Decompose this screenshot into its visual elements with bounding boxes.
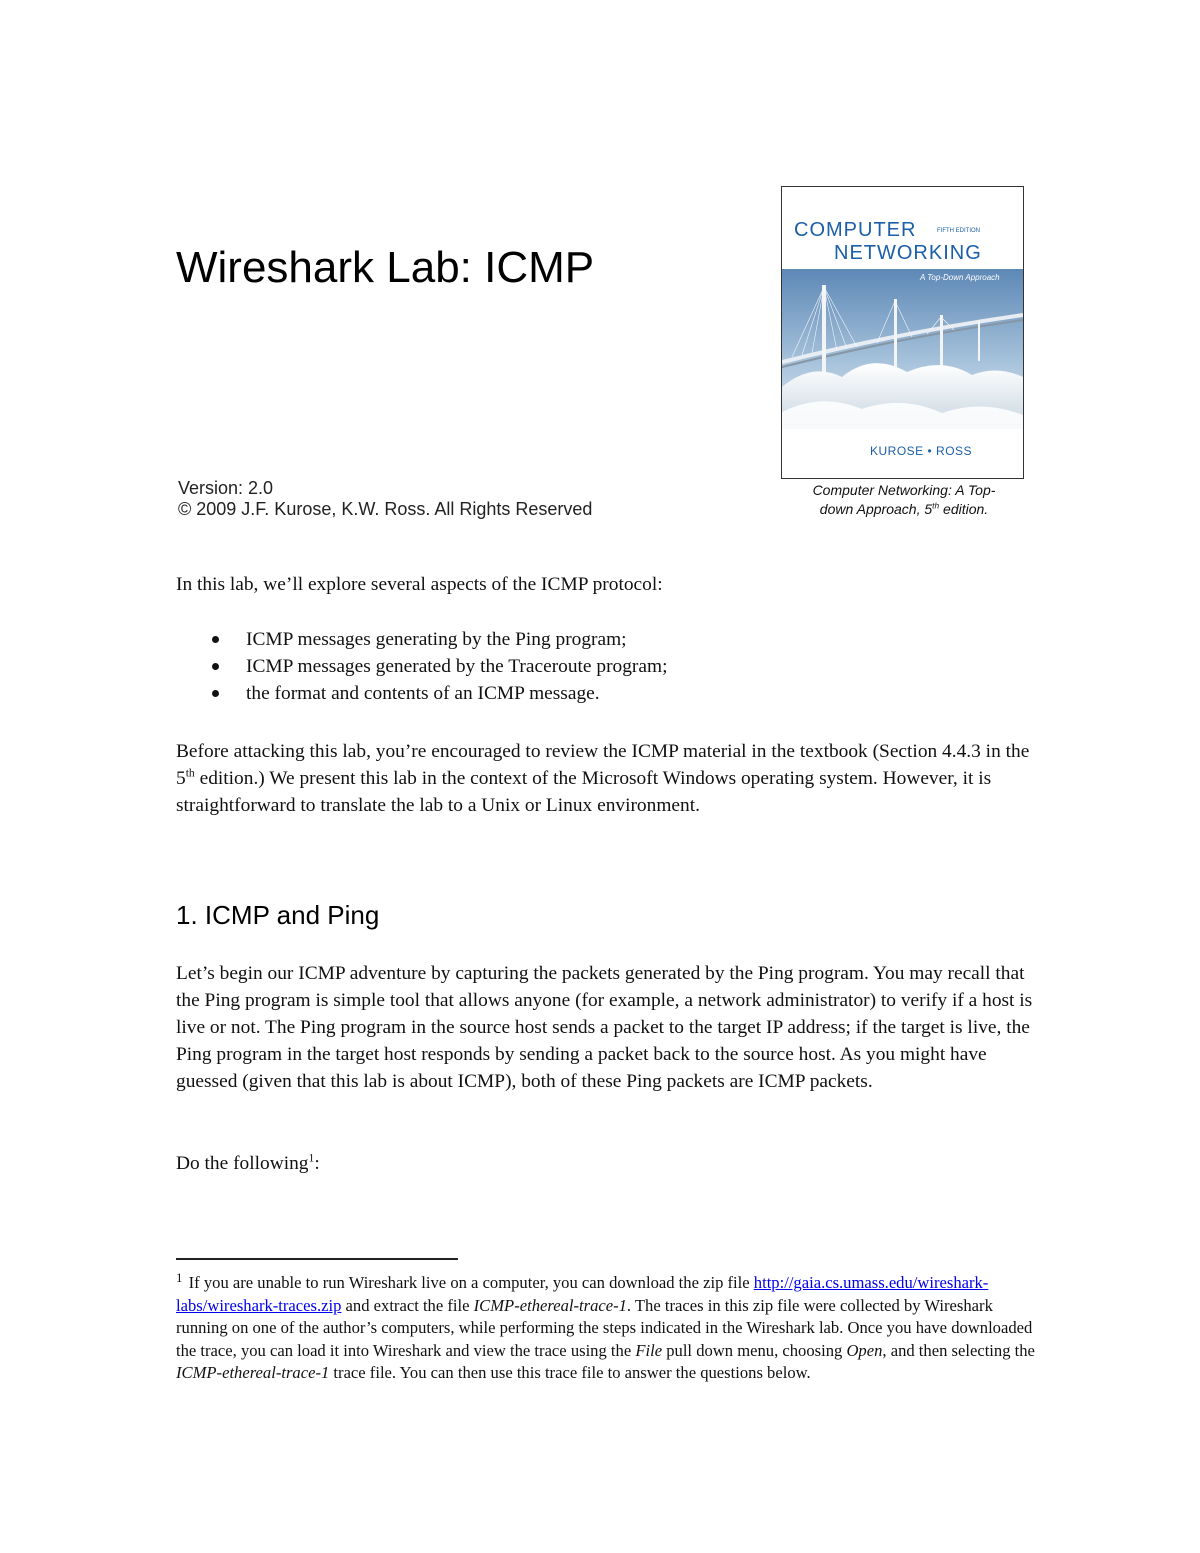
before-sup: th — [185, 766, 195, 780]
do-following-text: Do the following — [176, 1153, 309, 1174]
cover-title-line2: NETWORKING — [834, 242, 982, 264]
cover-edition: FIFTH EDITION — [937, 228, 980, 234]
cover-caption-sup: th — [932, 500, 940, 511]
footnote — [176, 1272, 1036, 1384]
page-title: Wireshark Lab: ICMP — [176, 243, 595, 292]
footnote-mark: 1 — [176, 1270, 183, 1285]
footnote-divider — [176, 1258, 458, 1260]
bullet-icon — [212, 636, 219, 643]
cover-caption-line2-end: edition. — [939, 501, 989, 517]
cover-caption-line2: down Approach, 5 — [819, 501, 933, 517]
cover-caption-line1: Computer Networking: A Top- — [812, 482, 996, 498]
footnote-text-c: . The traces in this zip file were collected by Wireshark running on one of the author’s computers, while performing the steps indicated in the Wireshark lab. Once you have downloaded the trace, you can load it into Wireshark and view the trace using the — [176, 1296, 1033, 1360]
footnote-text-f: trace file. You can then use this trace file to answer the questions below. — [329, 1362, 811, 1382]
footnote-file-name: ICMP-ethereal-trace-1 — [473, 1296, 627, 1316]
list-item — [210, 653, 667, 680]
footnote-file-name-2: ICMP-ethereal-trace-1 — [176, 1362, 330, 1382]
list-item-text: the format and contents of an ICMP message. — [246, 683, 600, 704]
cover-subtitle: A Top-Down Approach — [920, 273, 1000, 282]
bullet-icon — [212, 663, 219, 670]
list-item — [210, 680, 667, 707]
section-heading: 1. ICMP and Ping — [176, 900, 380, 930]
topic-list — [210, 626, 667, 707]
trace-zip-link[interactable]: http://gaia.cs.umass.edu/wireshark-labs/wireshark-traces.zip — [176, 1273, 989, 1316]
footnote-text-b: and extract the file — [341, 1296, 474, 1316]
before-paragraph — [176, 738, 1036, 819]
do-following-colon: : — [314, 1153, 320, 1174]
do-following-line — [176, 1150, 1036, 1177]
footnote-text-a: If you are unable to run Wireshark live on a computer, you can download the zip file — [184, 1273, 754, 1292]
before-text-b: edition.) We present this lab in the context of the Microsoft Windows operating system. However, it is straightforward to translate the lab to a Unix or Linux environment. — [176, 768, 992, 816]
list-item — [210, 626, 667, 653]
cover-authors: KUROSE • ROSS — [870, 444, 973, 458]
bullet-icon — [212, 690, 219, 697]
footnote-text-e: , and then selecting the — [882, 1340, 1035, 1360]
intro-paragraph: In this lab, we’ll explore several aspects of the ICMP protocol: — [176, 574, 663, 595]
list-item-text: ICMP messages generated by the Traceroute program; — [246, 656, 668, 677]
footnote-menu-open: Open — [846, 1340, 883, 1360]
cover-caption — [776, 481, 1032, 519]
book-cover-image — [781, 186, 1024, 479]
footnote-menu-file: File — [635, 1340, 663, 1360]
cover-title-line1: COMPUTER — [794, 219, 917, 241]
list-item-text: ICMP messages generating by the Ping program; — [246, 629, 627, 650]
ping-paragraph: Let’s begin our ICMP adventure by capturing the packets generated by the Ping program. You may recall that the Ping program is simple tool that allows anyone (for example, a network administrator) to verify if a host is live or not. The Ping program in the source host sends a packet to the target IP address; if the target is live, the Ping program in the target host responds by sending a packet back to the source host. As you might have guessed (given that this lab is about ICMP), both of these Ping packets are ICMP packets. — [176, 963, 1033, 1092]
footnote-text-d: pull down menu, choosing — [662, 1340, 847, 1360]
copyright-notice: © 2009 J.F. Kurose, K.W. Ross. All Rights Reserved — [178, 499, 593, 519]
footnote-reference[interactable]: 1 — [308, 1151, 315, 1165]
version-label: Version: 2.0 — [178, 478, 274, 498]
before-text-a: Before attacking this lab, you’re encouraged to review the ICMP material in the textbook (Section 4.4.3 in the 5 — [176, 741, 1030, 789]
